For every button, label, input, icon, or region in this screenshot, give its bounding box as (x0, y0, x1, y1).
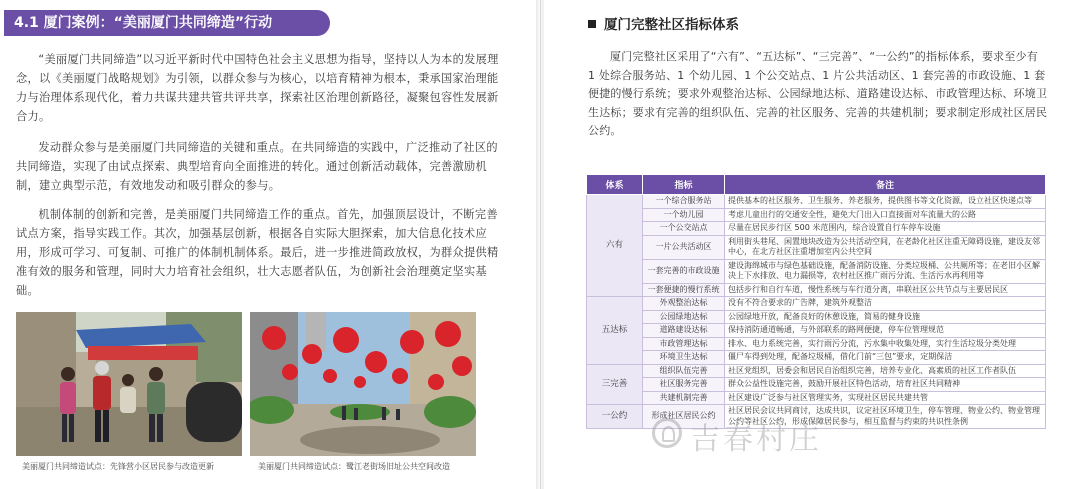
note-cell: 公园绿地开放，配备良好的休憩设施，简易的健身设施 (725, 310, 1046, 324)
table-row (587, 351, 1046, 365)
system-cell: 六有 (587, 195, 643, 297)
note-cell: 社区建设广泛参与社区管理实务，实现社区居民共建共管 (725, 391, 1046, 405)
note-cell: 利用街头巷尾、闲置地块改造为公共活动空间，在老龄化社区注重无障碍设施，建设友邻中心，在北方社区注重增加室内公共空间 (725, 235, 1046, 259)
table-row (587, 297, 1046, 311)
system-cell: 五达标 (587, 297, 643, 365)
system-cell: 三完善 (587, 364, 643, 405)
section-title-text: 厦门完整社区指标体系 (604, 17, 739, 33)
note-cell: 包括步行和自行车道，慢性系统与车行道分离，串联社区公共节点与主要居民区 (725, 283, 1046, 297)
watermark-icon (652, 418, 682, 448)
bullet-square-icon (588, 20, 596, 28)
indicator-cell: 外观整治达标 (643, 297, 725, 311)
indicator-cell: 道路建设达标 (643, 324, 725, 338)
photo-caption: 美丽厦门共同缔造试点：先锋营小区居民参与改造更新 (22, 462, 214, 471)
indicator-cell: 一套完善的市政设施 (643, 259, 725, 283)
photo-residents-meeting (16, 312, 242, 456)
table-row (587, 208, 1046, 222)
indicator-cell: 组织队伍完善 (643, 364, 725, 378)
indicator-cell: 形成社区居民公约 (643, 405, 725, 429)
note-cell: 考虑儿童出行的交通安全性，避免大门出入口直接面对车流量大的公路 (725, 208, 1046, 222)
paragraph-participation: 发动群众参与是美丽厦门共同缔造的关键和重点。在共同缔造的实践中，广泛推动了社区的共同缔造，实现了由试点探索、典型培育向全面推进的转化。通过创新活动载体，完善激励机制，建立典型示范，有效地发动和吸引群众的参与。 (16, 141, 498, 192)
table-row (587, 283, 1046, 297)
paragraph-mechanism: 机制体制的创新和完善，是美丽厦门共同缔造工作的重点。首先，加强顶层设计，不断完善试点方案，指导实践工作。其次，加强基层创新，根据各自实际大胆探索，加大信息化技术应用，形成可学习、可复制、可推广的体制机制体系。最后，进一步推进简政放权，为群众提供精准有效的服务和管理，同时大力培育社会组织，壮大志愿者队伍，为创新社会治理奠定坚实基础。 (16, 208, 499, 297)
note-cell: 社区居民会议共同商讨，达成共识，议定社区环境卫生，停车管理、物业公约、物业管理公约等社区公约，形成保障居民参与，相互监督与约束的共识性条例 (725, 405, 1046, 429)
note-cell: 社区党组织，居委会和居民自治组织完善，培养专业化、高素质的社区工作者队伍 (725, 364, 1046, 378)
photo-lantern-street-illustration (250, 312, 476, 456)
gutter-line (540, 0, 541, 489)
table-header-row (587, 175, 1046, 195)
photo-caption: 美丽厦门共同缔造试点：鹭江老街场旧址公共空间改造 (258, 462, 450, 471)
table-row (587, 222, 1046, 236)
section-title-banner: 4.1 厦门案例：“美丽厦门共同缔造”行动 (4, 10, 330, 36)
indicator-cell: 共建机制完善 (643, 391, 725, 405)
table-row (587, 195, 1046, 209)
paragraph-intro: “美丽厦门共同缔造”以习近平新时代中国特色社会主义思想为指导，坚持以人为本的发展理念，以《美丽厦门战略规划》为引领，以群众参与为核心，以培育精神为根本，秉承国家治理能力与治理体系现代化，着力共谋共建共管共评共享，探索社区治理创新路径，凝聚包容性发展新合力。 (16, 53, 499, 123)
photo-lantern-street (250, 312, 476, 456)
table-row (587, 310, 1046, 324)
table-row (587, 378, 1046, 392)
table-row (587, 324, 1046, 338)
table-row (587, 259, 1046, 283)
note-cell: 没有不符合要求的广告牌，建筑外观整洁 (725, 297, 1046, 311)
indicator-cell: 一片公共活动区 (643, 235, 725, 259)
left-page (0, 0, 532, 489)
photo-residents-meeting-illustration (16, 312, 242, 456)
indicator-cell: 一个幼儿园 (643, 208, 725, 222)
table-row (587, 391, 1046, 405)
watermark-text: 吉春村庄 (690, 422, 822, 457)
indicator-table (586, 174, 1046, 429)
table-row (587, 235, 1046, 259)
indicator-cell: 市政管理达标 (643, 337, 725, 351)
section-title (588, 13, 739, 33)
indicator-cell: 社区服务完善 (643, 378, 725, 392)
header-note: 备注 (725, 175, 1046, 195)
table-row (587, 337, 1046, 351)
note-cell: 保持消防通道畅通，与外部联系的路网便捷，停车位管理规范 (725, 324, 1046, 338)
header-system: 体系 (587, 175, 643, 195)
indicator-cell: 一个综合服务站 (643, 195, 725, 209)
indicator-cell: 环境卫生达标 (643, 351, 725, 365)
indicator-cell: 公园绿地达标 (643, 310, 725, 324)
indicator-cell: 一套便捷的慢行系统 (643, 283, 725, 297)
table-row (587, 364, 1046, 378)
note-cell: 提供基本的社区服务、卫生服务、养老服务，提供图书等文化资源，设立社区快递点等 (725, 195, 1046, 209)
paragraph-indicator-system: 厦门完整社区采用了“六有”、“五达标”、“三完善”、“一公约”的指标体系，要求至少有 1 处综合服务站、1 个幼儿园、1 个公交站点、1 片公共活动区、1 套完善的市政设施、1 套便捷的慢行系统；要求外观整治达标、公园绿地达标、道路建设达标、市政管理达标、环境卫生达标；要求有完善的组织队伍、完善的社区服务、完善的共建机制；要求制定形成社区居民公约。 (588, 50, 1048, 137)
note-cell: 群众公益性设施完善，鼓励开展社区特色活动，培育社区共同精神 (725, 378, 1046, 392)
header-indicator: 指标 (643, 175, 725, 195)
system-cell: 一公约 (587, 405, 643, 429)
note-cell: 尽量在居民步行区 500 米范围内，综合设置自行车停车设施 (725, 222, 1046, 236)
note-cell: 僵尸车得到处理，配备垃圾桶，借化门前“三包”要求，定期保洁 (725, 351, 1046, 365)
note-cell: 建设海绵城市与绿色基础设施，配备消防设施、分类垃圾桶、公共厕所等；在老旧小区解决上下水排放、电力漏损等，农村社区推广雨污分流、生活污水再利用等 (725, 259, 1046, 283)
note-cell: 排水、电力系统完善，实行雨污分流，污水集中收集处理，实行生活垃圾分类处理 (725, 337, 1046, 351)
indicator-cell: 一个公交站点 (643, 222, 725, 236)
